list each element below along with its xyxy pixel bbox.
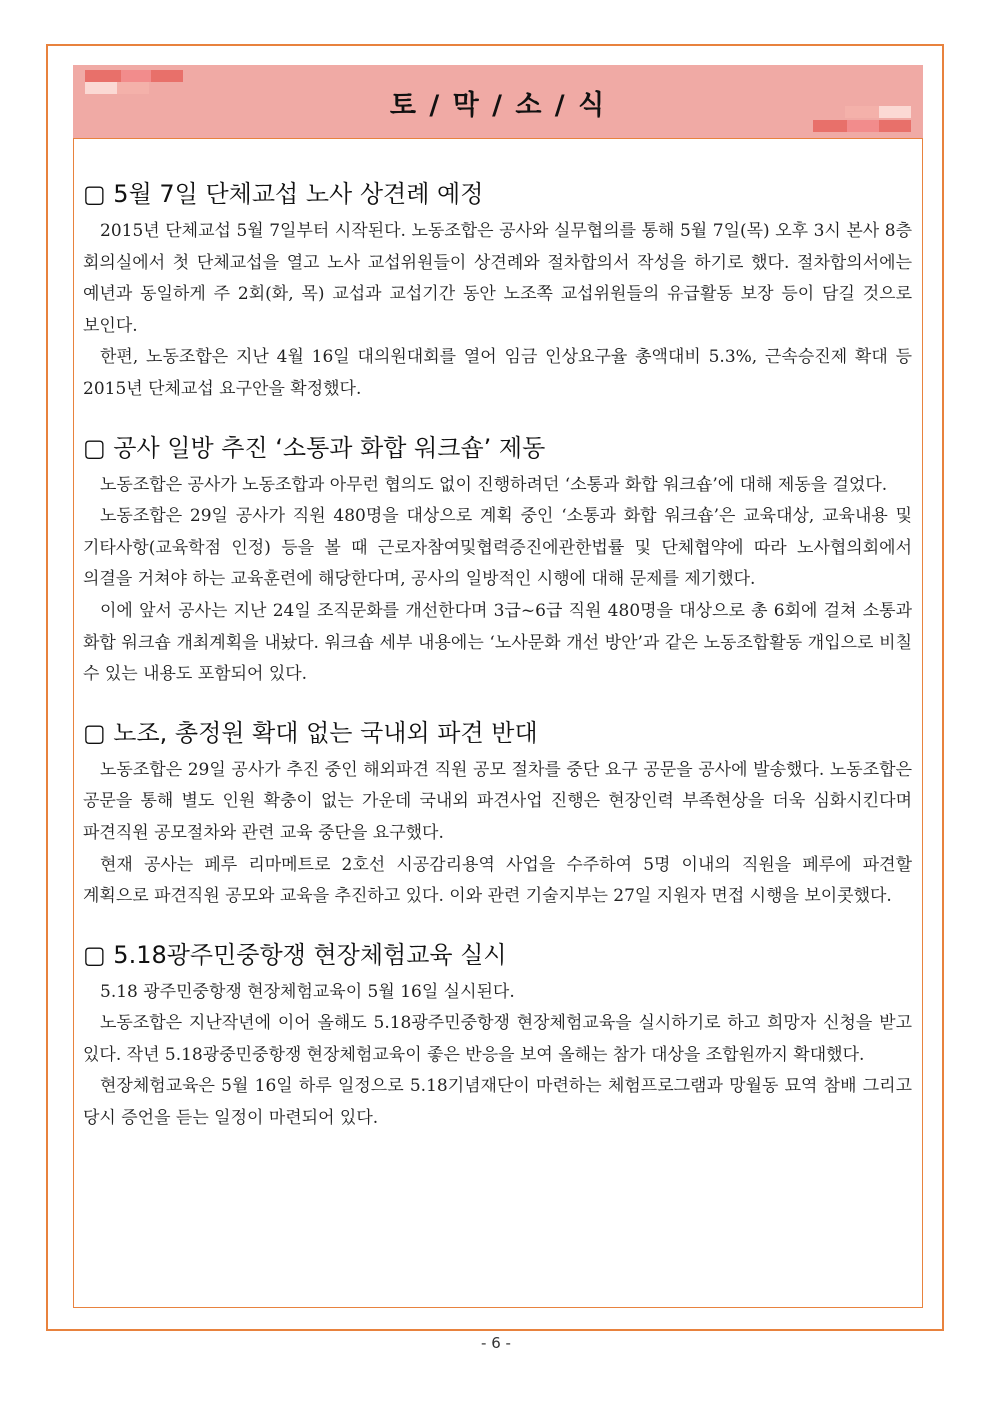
section-heading: ▢ 노조, 총정원 확대 없는 국내외 파견 반대 <box>83 718 538 747</box>
section-heading: ▢ 5월 7일 단체교섭 노사 상견례 예정 <box>83 180 484 208</box>
banner-title: 토 / 막 / 소 / 식 <box>389 90 607 121</box>
article-gwangju-education <box>83 933 912 1135</box>
page-number: - 6 - <box>481 1334 511 1352</box>
banner-decoration <box>879 106 911 118</box>
paragraph: 이에 앞서 공사는 지난 24일 조직문화를 개선한다며 3급~6급 직원 480명을 대상으로 총 6회에 걸쳐 소통과 화합 워크숍 개최계획을 내놨다. 워크숍 세부 내용에는 ‘노사문화 개선 방안’과 같은 노동조합활동 개입으로 비칠 수 있는 내용도 포함되어 있다. <box>83 600 912 685</box>
paragraph: 현장체험교육은 5월 16일 하루 일정으로 5.18기념재단이 마련하는 체험프로그램과 망월동 묘역 참배 그리고 당시 증언을 듣는 일정이 마련되어 있다. <box>83 1076 912 1129</box>
article-workshop-objection <box>83 426 912 691</box>
paragraph: 5.18 광주민중항쟁 현장체험교육이 5월 16일 실시된다. <box>100 981 515 1002</box>
banner-decoration <box>813 120 847 132</box>
paragraph: 노동조합은 지난작년에 이어 올해도 5.18광주민중항쟁 현장체험교육을 실시하기로 하고 희망자 신청을 받고 있다. 작년 5.18광중민중항쟁 현장체험교육이 좋은 반응을 보여 올해는 참가 대상을 조합원까지 확대했다. <box>83 1013 912 1065</box>
article-dispatch-opposition <box>83 711 912 913</box>
banner-decoration <box>121 70 151 82</box>
paragraph: 노동조합은 공사가 노동조합과 아무런 협의도 없이 진행하려던 ‘소통과 화합 워크숍’에 대해 제동을 걸었다. <box>100 474 888 495</box>
banner-decoration <box>847 120 879 132</box>
section-heading: ▢ 5.18광주민중항쟁 현장체험교육 실시 <box>83 940 507 969</box>
banner-decoration <box>85 70 121 82</box>
paragraph: 노동조합은 29일 공사가 추진 중인 해외파견 직원 공모 절차를 중단 요구 공문을 공사에 발송했다. 노동조합은 공문을 통해 별도 인원 확충이 없는 가운데 국내외 파견사업 진행은 현장인력 부족현상을 더욱 심화시킨다며 파견직원 공모절차와 관련 교육 중단을 요구했다. <box>83 759 912 843</box>
article-content <box>83 172 912 1155</box>
paragraph: 현재 공사는 페루 리마메트로 2호선 시공감리용역 사업을 수주하여 5명 이내의 직원을 페루에 파견할 계획으로 파견직원 공모와 교육을 추진하고 있다. 이와 관련 기술지부는 27일 지원자 면접 시행을 보이콧했다. <box>83 854 912 907</box>
article-bargaining-meeting <box>83 172 912 406</box>
newsletter-banner <box>73 65 923 139</box>
paragraph: 한편, 노동조합은 지난 4월 16일 대의원대회를 열어 임금 인상요구율 총액대비 5.3%, 근속승진제 확대 등 2015년 단체교섭 요구안을 확정했다. <box>83 347 912 399</box>
paragraph: 2015년 단체교섭 5월 7일부터 시작된다. 노동조합은 공사와 실무협의를 통해 5월 7일(목) 오후 3시 본사 8층 회의실에서 첫 단체교섭을 열고 노사 교섭위원들이 상견례와 절차합의서 작성을 하기로 했다. 절차합의서에는 예년과 동일하게 주 2회(화, 목) 교섭과 교섭기간 동안 노조쪽 교섭위원들의 유급활동 보장 등이 담길 것으로 보인다. <box>83 221 912 336</box>
banner-decoration <box>845 106 879 118</box>
banner-decoration <box>151 70 183 82</box>
section-heading: ▢ 공사 일방 추진 ‘소통과 화합 워크숍’ 제동 <box>83 433 546 462</box>
banner-decoration <box>879 120 911 132</box>
paragraph: 노동조합은 29일 공사가 직원 480명을 대상으로 계획 중인 ‘소통과 화합 워크숍’은 교육대상, 교육내용 및 기타사항(교육학점 인정) 등을 볼 때 근로자참여및협력증진에관한법률 및 단체협약에 따라 노사협의회에서 의결을 거쳐야 하는 교육훈련에 해당한다며, 공사의 일방적인 시행에 대해 문제를 제기했다. <box>83 506 912 590</box>
